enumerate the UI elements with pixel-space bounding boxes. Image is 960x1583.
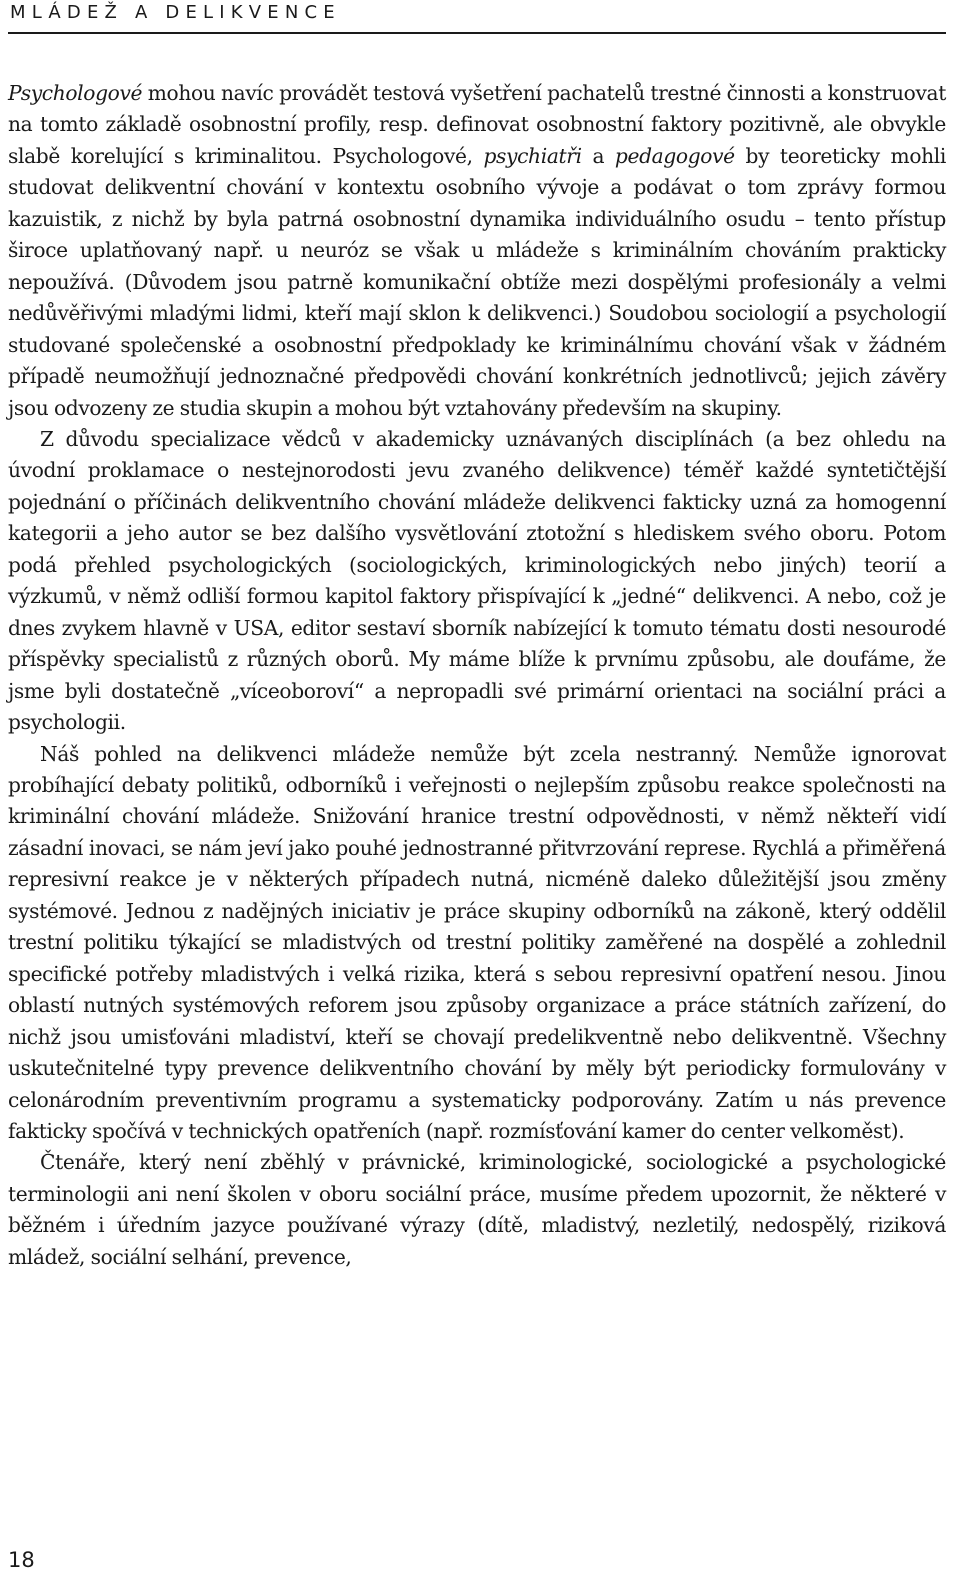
running-title: MLÁDEŽ A DELIKVENCE (10, 2, 341, 23)
paragraph-3: Náš pohled na delikvenci mládeže nemůže být zcela nestranný. Nemůže ignorovat probíhající debaty politiků, odborníků i veřejnosti o nejlepším způsobu reakce společnosti na kriminální chování mládeže. Snižování hranice trestní odpovědnosti, v němž někteří vidí zásadní inovaci, se nám jeví jako pouhé jednostranné přitvrzování represe. Rychlá a přiměřená represivní reakce je v některých případech nutná, nicméně daleko důležitější jsou změny systémové. Jednou z nadějných iniciativ je práce skupiny odborníků na zákoně, který oddělil trestní politiku týkající se mladistvých od trestní politiky zaměřené na dospělé a zohlednil specifické potřeby mladistvých i velká rizika, která s sebou represivní opatření nesou. Jinou oblastí nutných systémových reforem jsou způsoby organizace a práce státních zařízení, do nichž jsou umisťováni mladiství, kteří se chovají predelikventně nebo delikventně. Všechny uskutečnitelné typy prevence delikventního chování by měly být periodicky formulovány v celonárodním preventivním programu a systematicky podporovány. Zatím u nás prevence fakticky spočívá v technických opatřeních (např. rozmísťování kamer do center velkoměst). (8, 741, 946, 1143)
paragraph-1-text-a: mohou navíc provádět testová vyšetření pachatelů trestné činnosti a konstruovat na tomto základě osobnostní profily, resp. definovat osobnostní faktory pozitivně, ale obvykle slabě korelující s kriminalitou. Psychologové, (8, 81, 946, 168)
paragraph-1 (8, 78, 946, 424)
paragraph-1-text-c: by teoreticky mohli studovat delikventní chování v kontextu osobního vývoje a podávat o tom zprávy formou kazuistik, z nichž by byla patrná osobnostní dynamika individuálního osudu – tento přístup široce uplatňovaný např. u neuróz se však u mládeže s kriminálním chováním prakticky nepoužívá. (Důvodem jsou patrně komunikační obtíže mezi dospělými profesionály a velmi nedůvěřivými mladými lidmi, kteří mají sklon k delikvenci.) Soudobou sociologií a psychologií studované společenské a osobnostní předpoklady ke kriminálnímu chování však v žádném případě neumožňují jednoznačné předpovědi chování konkrétních jednotlivců; jejich závěry jsou odvozeny ze studia skupin a mohou být vztahovány především na skupiny. (8, 143, 946, 420)
paragraph-1-text-b: a (581, 143, 615, 168)
italic-term-psychologists: Psychologové (8, 81, 143, 105)
body-text (8, 78, 946, 1273)
italic-term-pedagogues: pedagogové (614, 143, 735, 168)
page-number: 18 (8, 1548, 35, 1572)
running-header (8, 0, 946, 34)
italic-term-psychiatrists: psychiatři (483, 143, 582, 168)
paragraph-4: Čtenáře, který není zběhlý v právnické, kriminologické, sociologické a psychologické terminologii ani není školen v oboru sociální práce, musíme předem upozornit, že některé v běžném i úředním jazyce používané výrazy (dítě, mladistvý, nezletilý, nedospělý, riziková mládež, sociální selhání, prevence, (8, 1150, 946, 1269)
paragraph-2: Z důvodu specializace vědců v akademicky uznávaných disciplínách (a bez ohledu na úvodní proklamace o nestejnorodosti jevu zvaného delikvence) téměř každé syntetičtější pojednání o příčinách delikventního chování mládeže delikvenci fakticky uzná za homogenní kategorii a jeho autor se bez dalšího vysvětlování ztotožní s hlediskem svého oboru. Potom podá přehled psychologických (sociologických, kriminologických nebo jiných) teorií a výzkumů, v němž odliší formou kapitol faktory přispívající k „jedné“ delikvenci. A nebo, což je dnes zvykem hlavně v USA, editor sestaví sborník nabízející k tomuto tématu dosti nesourodé příspěvky specialistů z různých oborů. My máme blíže k prvnímu způsobu, ale doufáme, že jsme byli dostatečně „víceoboroví“ a nepropadli své primární orientaci na sociální práci a psychologii. (8, 426, 946, 735)
